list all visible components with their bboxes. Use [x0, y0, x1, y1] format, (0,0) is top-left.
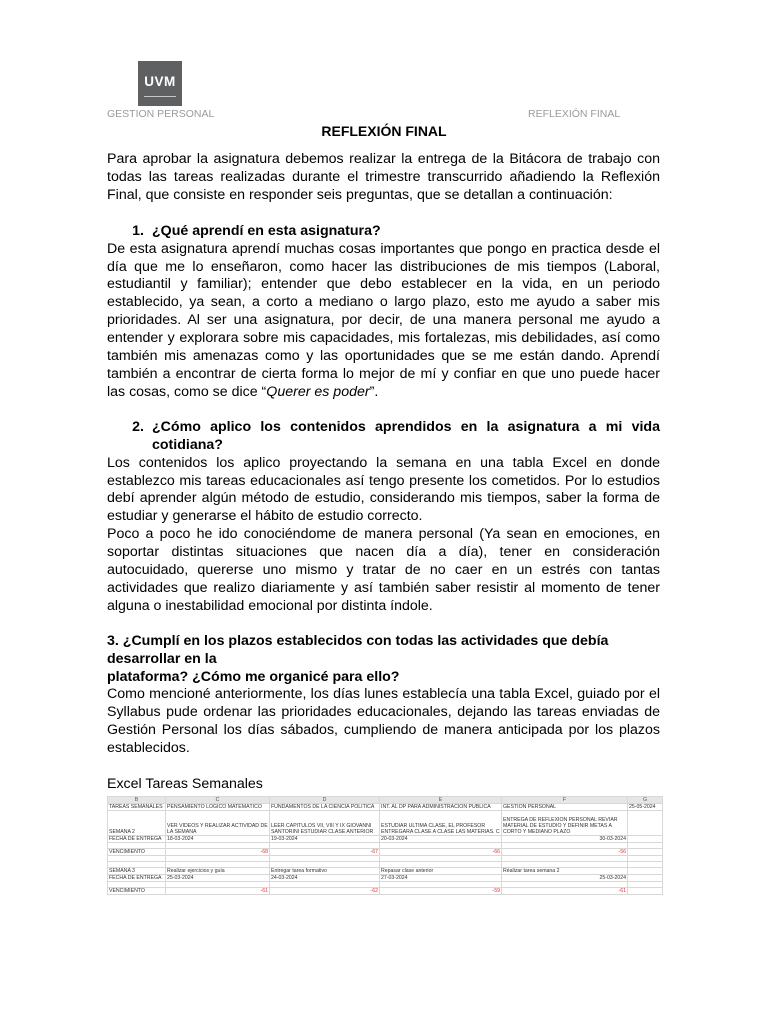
week-3-dates-row	[108, 875, 663, 882]
vencimiento-cell: -61	[502, 888, 628, 895]
col-letter: C	[166, 797, 270, 804]
header-cell: INT. AL DP PARA ADMINISTRACION PÚBLICA	[380, 804, 502, 811]
vencimiento-label: VENCIMIENTO	[108, 888, 166, 895]
week-label: SEMANA 2	[108, 811, 166, 836]
answer-1	[107, 241, 660, 402]
date-cell: 20-03-2024	[380, 836, 502, 843]
header-cell: PENSAMIENTO LOGICO MATEMÁTICO	[166, 804, 270, 811]
col-letter: E	[380, 797, 502, 804]
question-3-title-line-1: 3. ¿Cumplí en los plazos establecidos con todas las actividades que debía desarrollar en la	[107, 632, 609, 667]
date-cell: 25-03-2024	[502, 875, 628, 882]
week-2-vencimiento-row	[108, 849, 663, 856]
answer-2-paragraph-2: Poco a poco he ido conociéndome de manera personal (Ya sean en emociones, en soportar distintas situaciones que nacen día a día), tener en consideración autocuidado, quererse uno mismo y tratar de no caer en un estrés con tantas actividades que realizo diariamente y así también saber resistir al momento de tener alguna o inestabilidad emocional por distinta índole.	[107, 526, 660, 614]
week-2-tasks-row	[108, 811, 663, 836]
task-cell: Entregar tarea formativo	[270, 868, 380, 875]
question-1-number: 1.	[132, 222, 144, 239]
question-2	[107, 419, 660, 455]
answer-1-quote: Querer es poder	[266, 383, 370, 400]
date-cell: 30-03-2024	[502, 836, 628, 843]
logo-text: UVM	[144, 74, 176, 89]
task-cell: ESTUDIAR ULTIMA CLASE, EL PROFESOR ENTREGARA CLASE A CLASE LAS MATERIAS. C	[380, 811, 502, 836]
col-letter: B	[108, 797, 166, 804]
week-3-vencimiento-row	[108, 888, 663, 895]
page-title: REFLEXIÓN FINAL	[321, 123, 447, 139]
header-cell: FUNDAMENTOS DE LA CIENCIA POLÍTICA	[270, 804, 380, 811]
answer-2-paragraph-1: Los contenidos los aplico proyectando la semana en una tabla Excel en donde establezco mis tareas educacionales así tengo presente los cometidos. Por lo estudios debí aprender algún método de estudio, considerando mis tiempos, saber la forma de estudiar y generarse el hábito de estudio correcto.	[107, 454, 660, 525]
date-cell: 24-03-2024	[270, 875, 380, 882]
question-1	[107, 223, 660, 241]
question-2-number: 2.	[132, 418, 144, 435]
header-left-text: GESTION PERSONAL	[107, 108, 215, 120]
vencimiento-cell: -67	[270, 849, 380, 856]
col-letter: F	[502, 797, 628, 804]
vencimiento-cell: -59	[380, 888, 502, 895]
week-label: SEMANA 3	[108, 868, 166, 875]
task-cell: LEER CAPITULOS VII, VIII Y IX GIOVANNI SANTORINI ESTUDIAR CLASE ANTERIOR	[270, 811, 380, 836]
col-letter: G	[628, 797, 663, 804]
task-cell: Realizar ejercicios y guía	[166, 868, 270, 875]
date-cell: 18-03-2024	[166, 836, 270, 843]
header-cell: TAREAS SEMANALES	[108, 804, 166, 811]
answer-3: Como mencioné anteriormente, los días lunes establecía una tabla Excel, guiado por el Syllabus pude ordenar las prioridades educacionales, dejando las tareas enviadas de Gestión Personal los días sábados, cumpliendo de manera anticipada por los plazos establecidos.	[107, 686, 660, 757]
task-cell: Réalizar tarea semana 2	[502, 868, 628, 875]
date-cell: 27-03-2024	[380, 875, 502, 882]
task-cell: VER VIDEOS Y REALIZAR ACTIVIDAD DE LA SEMANA	[166, 811, 270, 836]
answer-1-text: De esta asignatura aprendí muchas cosas importantes que pongo en practica desde el día que me lo enseñaron, como hacer las distribuciones de mis tiempos (Laboral, estudiantil y familiar); entender que debo establecer en la vida, en un periodo establecido, ya sean, a corto a mediano o largo plazo, esto me ayudo a saber mis prioridades. Al ser una asignatura, por decir, de una manera personal me ayudo a entender y explorara sobre mis capacidades, mis fortalezas, mis debilidades, así como también mis amenazas como y las oportunidades que se me están dando. Aprendí también a encontrar de cierta forma lo mejor de mí y confiar en que uno puede hacer las cosas, como se dice “	[107, 240, 660, 400]
question-2-title: ¿Cómo aplico los contenidos aprendidos en la asignatura a mi vida cotidiana?	[152, 418, 660, 453]
header-cell: GESTION PERSONAL	[502, 804, 628, 811]
excel-caption: Excel Tareas Semanales	[107, 776, 263, 793]
header-right-text: REFLEXIÓN FINAL	[528, 108, 621, 120]
question-3	[107, 633, 660, 687]
answer-1-end: ”.	[369, 383, 379, 400]
date-cell: 19-03-2024	[270, 836, 380, 843]
header-cell: 25-05-2024	[628, 804, 663, 811]
vencimiento-label: VENCIMIENTO	[108, 849, 166, 856]
excel-header-row	[108, 804, 663, 811]
excel-column-letters	[108, 797, 663, 804]
task-cell: Repasar clase anterior	[380, 868, 502, 875]
document-body	[107, 151, 660, 895]
vencimiento-cell: -56	[502, 849, 628, 856]
logo-underline	[144, 96, 176, 97]
vencimiento-cell: -68	[166, 849, 270, 856]
week-3-tasks-row	[108, 868, 663, 875]
date-label: FECHA DE ENTREGA	[108, 875, 166, 882]
task-cell: ENTREGA DE REFLEXION PERSONAL REVIAR MATERIAL DE ESTUDIO Y DEFINIR METAS A CORTO Y MEDIANO PLAZO	[502, 811, 628, 836]
excel-screenshot-table	[107, 796, 663, 895]
intro-paragraph: Para aprobar la asignatura debemos realizar la entrega de la Bitácora de trabajo con todas las tareas realizadas durante el trimestre transcurrido añadiendo la Reflexión Final, que consiste en responder seis preguntas, que se detallan a continuación:	[107, 151, 660, 203]
week-2-dates-row	[108, 836, 663, 843]
question-1-title: ¿Qué aprendí en esta asignatura?	[152, 222, 381, 239]
col-letter: D	[270, 797, 380, 804]
date-label: FECHA DE ENTREGA	[108, 836, 166, 843]
vencimiento-cell: -62	[270, 888, 380, 895]
vencimiento-cell: -66	[380, 849, 502, 856]
uvm-logo	[138, 61, 182, 106]
question-3-title-line-2: plataforma? ¿Cómo me organicé para ello?	[107, 668, 400, 685]
vencimiento-cell: -61	[166, 888, 270, 895]
date-cell: 25-03-2024	[166, 875, 270, 882]
